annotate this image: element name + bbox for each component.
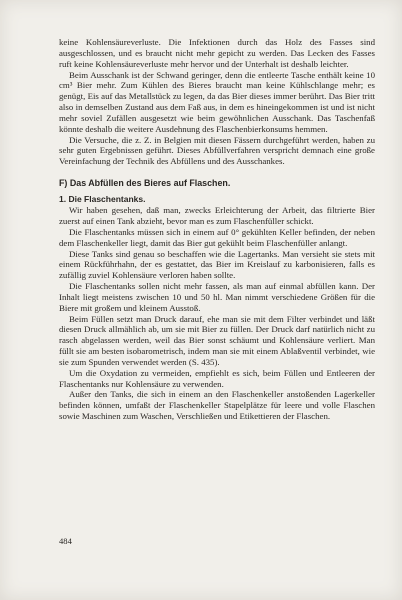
section-paragraph-5: Beim Füllen setzt man Druck darauf, ehe man sie mit dem Filter verbindet und läßt diesen Druck allmählich ab, um sie mit Bier zu füllen. Der Druck darf natürlich nicht zu rasch abgelassen werden, weil das Bier sonst schäumt und Kohlensäure verliert. Man füllt sie am besten isobarometrisch, indem man sie mit einem Ablaßventil verbindet, wie sie zum Spunden verwendet werden (S. 435).	[59, 313, 375, 367]
intro-paragraph-3: Die Versuche, die z. Z. in Belgien mit diesen Fässern durchgeführt werden, haben zu sehr guten Ergebnissen geführt. Dieses Abfüllverfahren verspricht demnach eine große Vereinfachung der Technik des Abfüllens und des Ausschankes.	[59, 134, 375, 167]
section-paragraph-3: Diese Tanks sind genau so beschaffen wie die Lagertanks. Man versieht sie stets mit einem Rückführhahn, der es gestattet, das Bier im Kreislauf zu karbonisieren, falls es zufällig zuviel Kohlensäure verloren haben sollte.	[59, 248, 375, 281]
section-paragraph-2: Die Flaschentanks müssen sich in einem auf 0° gekühlten Keller befinden, der neben dem Flaschenkeller liegt, damit das Bier gut gekühlt beim Flaschenfüller anlangt.	[59, 226, 375, 248]
subsection-heading: 1. Die Flaschentanks.	[59, 194, 146, 205]
section-paragraph-1: Wir haben gesehen, daß man, zwecks Erleichterung der Arbeit, das filtrierte Bier zuerst auf einen Tank abzieht, bevor man es zum Flaschenfüller schickt.	[59, 205, 375, 226]
page-number: 484	[59, 536, 72, 546]
section-heading: F) Das Abfüllen des Bieres auf Flaschen.	[59, 178, 231, 189]
section-paragraph-4: Die Flaschentanks sollen nicht mehr fassen, als man auf einmal abfüllen kann. Der Inhalt liegt meistens zwischen 10 und 50 hl. Man nimmt verschiedene Größen für die Biere mit großem und kleinem Ausstoß.	[59, 281, 375, 313]
page-body	[59, 37, 375, 422]
intro-paragraph-2: Beim Ausschank ist der Schwand geringer, denn die entleerte Tasche enthält keine 10 cm³ Bier mehr. Zum Kühlen des Bieres braucht man keine Kühlschlange mehr; es genügt, Eis auf das Metallstück zu legen, da das Bier dieses immer berührt. Das Bier tritt also in demselben Zustand aus dem Faß aus, in dem es hineingekommen ist und ist nicht mehr soviel Zufällen ausgesetzt wie beim gewöhnlichen Ausschank. Das Taschenfaß könnte deshalb die weitere Ausdehnung des Flaschenbierkonsums hemmen.	[59, 69, 375, 134]
section-paragraph-7: Außer den Tanks, die sich in einem an den Flaschenkeller anstoßenden Lagerkeller befinden können, umfaßt der Flaschenkeller Stapelplätze für leere und volle Flaschen sowie Maschinen zum Waschen, Verschließen und Etikettieren der Flaschen.	[59, 389, 375, 422]
section-paragraph-6: Um die Oxydation zu vermeiden, empfiehlt es sich, beim Füllen und Entleeren der Flaschentanks nur Kohlensäure zu verwenden.	[59, 367, 375, 389]
intro-paragraph-1: keine Kohlensäureverluste. Die Infektionen durch das Holz des Fasses sind ausgeschlossen, und es braucht nicht mehr gepicht zu werden. Das Lecken des Fasses ruft keine Kohlensäureverluste mehr hervor und der Unterhalt ist deshalb leichter.	[59, 37, 375, 69]
